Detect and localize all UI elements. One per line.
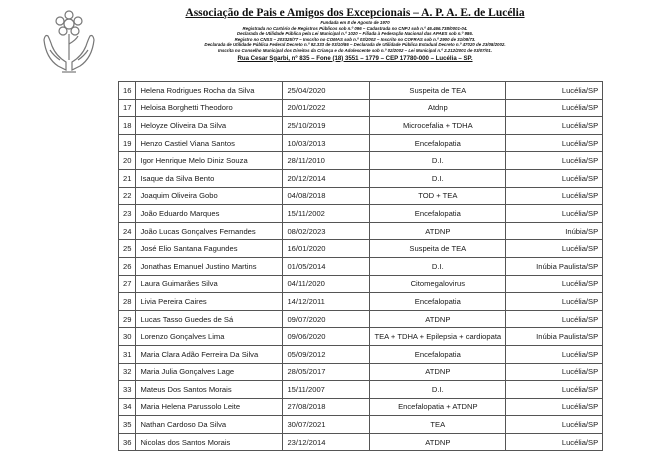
- student-name-cell: Lucas Tasso Guedes de Sá: [136, 310, 283, 328]
- student-name-cell: Isaque da Silva Bento: [136, 169, 283, 187]
- city-cell: Lucélia/SP: [506, 416, 603, 434]
- diagnosis-cell: Encefalopatia + ATDNP: [370, 398, 506, 416]
- city-cell: Inúbia Paulista/SP: [506, 328, 603, 346]
- student-name-cell: Helena Rodrigues Rocha da Silva: [136, 82, 283, 100]
- city-cell: Inúbia Paulista/SP: [506, 257, 603, 275]
- letterhead: [110, 6, 600, 63]
- table-row: [119, 310, 603, 328]
- birth-date-cell: 05/09/2012: [283, 345, 370, 363]
- row-number-cell: 27: [119, 275, 136, 293]
- diagnosis-cell: ATDNP: [370, 363, 506, 381]
- students-table-body: [119, 82, 603, 451]
- table-row: [119, 398, 603, 416]
- hands-flower-icon: [40, 10, 98, 76]
- birth-date-cell: 28/05/2017: [283, 363, 370, 381]
- student-name-cell: Nathan Cardoso Da Silva: [136, 416, 283, 434]
- city-cell: Lucélia/SP: [506, 381, 603, 399]
- cnss-line: Registro no CNSS – 203325/77 – Inscrito no COMAS sob n.º 03/2002 – Inscrito no COFRAS sob n.º 2900 de 31/08/73.: [234, 36, 476, 42]
- city-cell: Lucélia/SP: [506, 205, 603, 223]
- student-name-cell: Livia Pereira Caires: [136, 293, 283, 311]
- table-row: [119, 381, 603, 399]
- birth-date-cell: 16/01/2020: [283, 240, 370, 258]
- student-name-cell: Henzo Castiel Viana Santos: [136, 134, 283, 152]
- registry-line: Registrada no Cartório de Registros Públicos sob n.º 096 – Cadastrada no CNPJ sob n.º 46.466.738/0001-04.: [242, 25, 468, 31]
- diagnosis-cell: Suspeita de TEA: [370, 82, 506, 100]
- diagnosis-cell: Encefalopatia: [370, 205, 506, 223]
- federal-line: Declarada de Utilidade Pública Federal Decreto n.º 92.333 de 03/10/86 – Declarada de Utilidade Pública Estadual Decreto n.º 47020 de 23/08/2002.: [204, 42, 506, 48]
- table-row: [119, 205, 603, 223]
- table-row: [119, 187, 603, 205]
- city-cell: Inúbia/SP: [506, 222, 603, 240]
- city-cell: Lucélia/SP: [506, 152, 603, 170]
- birth-date-cell: 15/11/2002: [283, 205, 370, 223]
- birth-date-cell: 04/08/2018: [283, 187, 370, 205]
- diagnosis-cell: D.I.: [370, 381, 506, 399]
- address-line: Rua Cesar Sgarbi, nº 835 – Fone (18) 3551 – 1779 – CEP 17780-000 – Lucélia – SP.: [237, 54, 473, 62]
- diagnosis-cell: TEA + TDHA + Epilepsia + cardiopata: [370, 328, 506, 346]
- row-number-cell: 35: [119, 416, 136, 434]
- table-row: [119, 293, 603, 311]
- city-cell: Lucélia/SP: [506, 99, 603, 117]
- diagnosis-cell: D.I.: [370, 257, 506, 275]
- table-row: [119, 275, 603, 293]
- birth-date-cell: 20/12/2014: [283, 169, 370, 187]
- table-row: [119, 152, 603, 170]
- diagnosis-cell: Encefalopatia: [370, 345, 506, 363]
- birth-date-cell: 30/07/2021: [283, 416, 370, 434]
- row-number-cell: 22: [119, 187, 136, 205]
- diagnosis-cell: ATDNP: [370, 433, 506, 451]
- city-cell: Lucélia/SP: [506, 363, 603, 381]
- city-cell: Lucélia/SP: [506, 398, 603, 416]
- city-cell: Lucélia/SP: [506, 293, 603, 311]
- birth-date-cell: 28/11/2010: [283, 152, 370, 170]
- birth-date-cell: 08/02/2023: [283, 222, 370, 240]
- birth-date-cell: 09/06/2020: [283, 328, 370, 346]
- birth-date-cell: 14/12/2011: [283, 293, 370, 311]
- diagnosis-cell: TOD + TEA: [370, 187, 506, 205]
- row-number-cell: 36: [119, 433, 136, 451]
- birth-date-cell: 10/03/2013: [283, 134, 370, 152]
- row-number-cell: 26: [119, 257, 136, 275]
- diagnosis-cell: Encefalopatia: [370, 134, 506, 152]
- diagnosis-cell: D.I.: [370, 152, 506, 170]
- table-row: [119, 222, 603, 240]
- row-number-cell: 32: [119, 363, 136, 381]
- student-name-cell: João Eduardo Marques: [136, 205, 283, 223]
- diagnosis-cell: ATDNP: [370, 310, 506, 328]
- diagnosis-cell: TEA: [370, 416, 506, 434]
- birth-date-cell: 15/11/2007: [283, 381, 370, 399]
- diagnosis-cell: Suspeita de TEA: [370, 240, 506, 258]
- utility-line: Declarada de Utilidade Pública pela Lei Municipal n.º 1020 – Filiada à Federação Nacional das APAES sob n.º 986.: [237, 31, 473, 37]
- table-row: [119, 328, 603, 346]
- row-number-cell: 17: [119, 99, 136, 117]
- row-number-cell: 24: [119, 222, 136, 240]
- table-row: [119, 240, 603, 258]
- row-number-cell: 31: [119, 345, 136, 363]
- table-row: [119, 134, 603, 152]
- table-row: [119, 169, 603, 187]
- organization-title: Associação de Pais e Amigos dos Excepcionais – A. P. A. E. de Lucélia: [185, 7, 525, 19]
- birth-date-cell: 23/12/2014: [283, 433, 370, 451]
- student-name-cell: Mateus Dos Santos Morais: [136, 381, 283, 399]
- row-number-cell: 21: [119, 169, 136, 187]
- city-cell: Lucélia/SP: [506, 117, 603, 135]
- row-number-cell: 28: [119, 293, 136, 311]
- city-cell: Lucélia/SP: [506, 433, 603, 451]
- diagnosis-cell: Microcefalia + TDHA: [370, 117, 506, 135]
- row-number-cell: 30: [119, 328, 136, 346]
- student-name-cell: Igor Henrique Melo Diniz Souza: [136, 152, 283, 170]
- birth-date-cell: 09/07/2020: [283, 310, 370, 328]
- city-cell: Lucélia/SP: [506, 240, 603, 258]
- table-row: [119, 117, 603, 135]
- table-row: [119, 257, 603, 275]
- table-row: [119, 82, 603, 100]
- birth-date-cell: 25/10/2019: [283, 117, 370, 135]
- city-cell: Lucélia/SP: [506, 169, 603, 187]
- row-number-cell: 25: [119, 240, 136, 258]
- city-cell: Lucélia/SP: [506, 310, 603, 328]
- city-cell: Lucélia/SP: [506, 275, 603, 293]
- student-name-cell: Heloisa Borghetti Theodoro: [136, 99, 283, 117]
- row-number-cell: 19: [119, 134, 136, 152]
- student-name-cell: Maria Julia Gonçalves Lage: [136, 363, 283, 381]
- student-name-cell: João Lucas Gonçalves Fernandes: [136, 222, 283, 240]
- student-name-cell: Maria Clara Adão Ferreira Da Silva: [136, 345, 283, 363]
- founded-line: Fundada em 8 de Agosto de 1970: [320, 20, 390, 25]
- table-row: [119, 416, 603, 434]
- student-name-cell: Laura Guimarães Silva: [136, 275, 283, 293]
- city-cell: Lucélia/SP: [506, 187, 603, 205]
- birth-date-cell: 20/01/2022: [283, 99, 370, 117]
- row-number-cell: 34: [119, 398, 136, 416]
- row-number-cell: 23: [119, 205, 136, 223]
- birth-date-cell: 01/05/2014: [283, 257, 370, 275]
- student-name-cell: Joaquim Oliveira Gobo: [136, 187, 283, 205]
- diagnosis-cell: Atdnp: [370, 99, 506, 117]
- table-row: [119, 345, 603, 363]
- row-number-cell: 33: [119, 381, 136, 399]
- birth-date-cell: 25/04/2020: [283, 82, 370, 100]
- student-name-cell: Heloyze Oliveira Da Silva: [136, 117, 283, 135]
- row-number-cell: 29: [119, 310, 136, 328]
- students-table: [118, 81, 603, 451]
- student-name-cell: Maria Helena Parussolo Leite: [136, 398, 283, 416]
- student-name-cell: Nicolas dos Santos Morais: [136, 433, 283, 451]
- row-number-cell: 16: [119, 82, 136, 100]
- city-cell: Lucélia/SP: [506, 345, 603, 363]
- student-name-cell: José Elio Santana Fagundes: [136, 240, 283, 258]
- row-number-cell: 18: [119, 117, 136, 135]
- table-row: [119, 363, 603, 381]
- row-number-cell: 20: [119, 152, 136, 170]
- diagnosis-cell: D.I.: [370, 169, 506, 187]
- table-row: [119, 433, 603, 451]
- apae-logo: [40, 10, 98, 76]
- student-name-cell: Lorenzo Gonçalves Lima: [136, 328, 283, 346]
- birth-date-cell: 04/11/2020: [283, 275, 370, 293]
- diagnosis-cell: Citomegalovirus: [370, 275, 506, 293]
- student-name-cell: Jonathas Emanuel Justino Martins: [136, 257, 283, 275]
- birth-date-cell: 27/08/2018: [283, 398, 370, 416]
- council-line: Inscrita no Conselho Municipal dos Direitos da Criança e do Adolescente sob n.º 02/2002 – Lei Municipal n.º 2.212/2001 de 03/07/01.: [218, 47, 492, 53]
- table-row: [119, 99, 603, 117]
- city-cell: Lucélia/SP: [506, 134, 603, 152]
- diagnosis-cell: Encefalopatia: [370, 293, 506, 311]
- city-cell: Lucélia/SP: [506, 82, 603, 100]
- diagnosis-cell: ATDNP: [370, 222, 506, 240]
